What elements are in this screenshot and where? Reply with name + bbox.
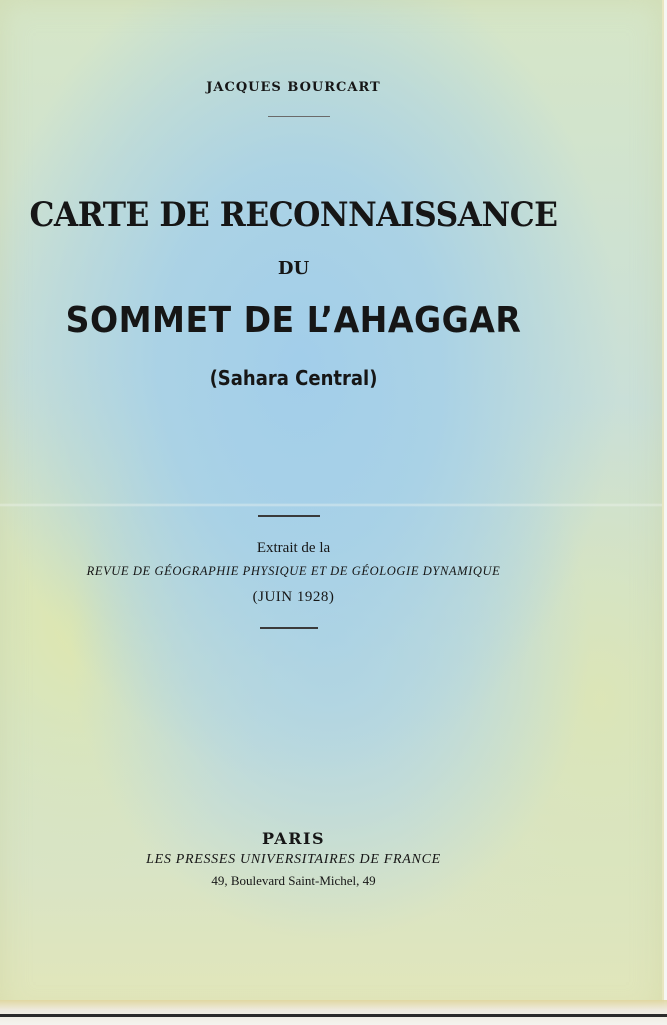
publication-city: PARIS: [261, 829, 326, 848]
title-line-2: SOMMET DE L’AHAGGAR: [65, 300, 522, 341]
journal-name: REVUE DE GÉOGRAPHIE PHYSIQUE ET DE GÉOLOGIE DYNAMIQUE: [86, 564, 501, 578]
scan-border-line: [0, 1014, 667, 1017]
author-divider: [268, 116, 330, 117]
issue-date: (JUIN 1928): [252, 589, 335, 605]
page-bottom-edge: [0, 1000, 667, 1025]
author-name: JACQUES BOURCART: [206, 80, 381, 95]
divider-bottom: [260, 627, 318, 629]
extract-intro: Extrait de la: [256, 540, 331, 556]
title-connector: DU: [277, 258, 310, 279]
title-line-1: CARTE DE RECONNAISSANCE: [29, 195, 558, 235]
publisher-name: LES PRESSES UNIVERSITAIRES DE FRANCE: [146, 852, 441, 867]
paper-crease: [0, 503, 662, 507]
divider-top: [258, 515, 320, 517]
publisher-address: 49, Boulevard Saint-Michel, 49: [211, 873, 376, 888]
subtitle: (Sahara Central): [209, 366, 378, 390]
